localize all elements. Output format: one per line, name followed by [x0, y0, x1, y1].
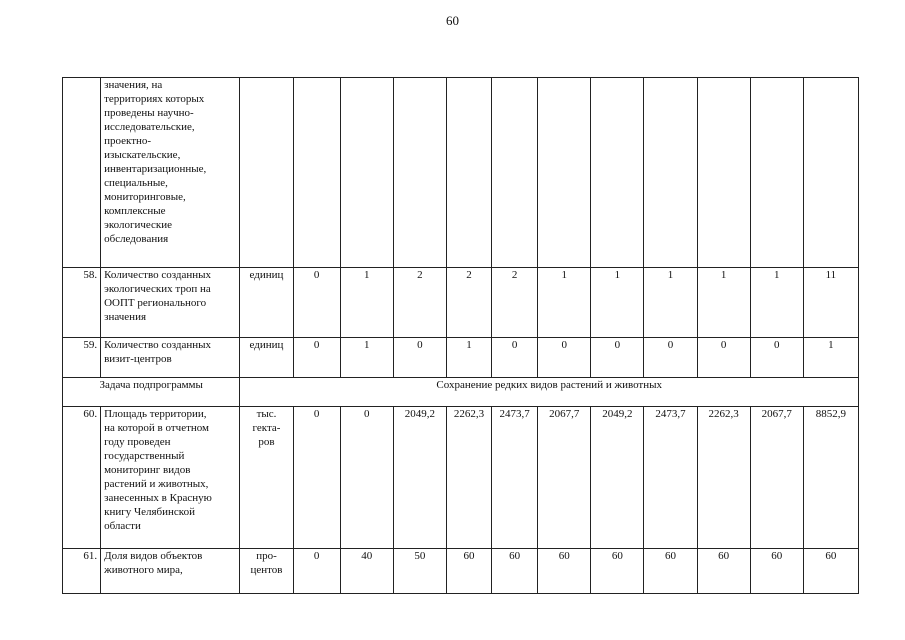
value-cell: 1 [446, 338, 491, 378]
value-cell: 1 [340, 338, 393, 378]
value-cell: 0 [750, 338, 803, 378]
value-cell: 0 [293, 549, 340, 594]
value-cell: 11 [803, 268, 858, 338]
value-cell: 60 [591, 549, 644, 594]
indicator-name-cell: Количество созданных визит-центров [101, 338, 240, 378]
row-number-cell: 58. [63, 268, 101, 338]
value-cell [340, 78, 393, 268]
value-cell [591, 78, 644, 268]
value-cell [697, 78, 750, 268]
indicator-name-cell: Количество созданных экологических троп на ООПТ регионального значения [101, 268, 240, 338]
row-number-cell [63, 78, 101, 268]
value-cell [644, 78, 697, 268]
table-row [63, 268, 859, 338]
value-cell: 2 [446, 268, 491, 338]
row-number-cell: 60. [63, 407, 101, 549]
value-cell [446, 78, 491, 268]
value-cell: 2067,7 [538, 407, 591, 549]
indicator-name-cell: значения, на территориях которых проведены научно- исследовательские, проектно- изыскательские, инвентаризационные, специальные, мониторинговые, комплексные экологические обследования [101, 78, 240, 268]
value-cell [293, 78, 340, 268]
value-cell: 1 [697, 268, 750, 338]
value-cell: 60 [750, 549, 803, 594]
value-cell: 2262,3 [446, 407, 491, 549]
value-cell: 60 [492, 549, 538, 594]
unit-cell: тыс. гекта- ров [240, 407, 293, 549]
value-cell: 2473,7 [492, 407, 538, 549]
value-cell [393, 78, 446, 268]
value-cell: 60 [538, 549, 591, 594]
value-cell: 1 [538, 268, 591, 338]
value-cell: 2262,3 [697, 407, 750, 549]
value-cell: 60 [697, 549, 750, 594]
value-cell: 40 [340, 549, 393, 594]
indicator-name-cell: Площадь территории, на которой в отчетном году проведен государственный мониторинг видов растений и животных, занесенных в Красную книгу Челябинской области [101, 407, 240, 549]
indicator-name-cell: Доля видов объектов животного мира, [101, 549, 240, 594]
task-label-cell: Задача подпрограммы [63, 378, 240, 407]
page-number: 60 [446, 13, 459, 28]
value-cell: 2473,7 [644, 407, 697, 549]
table-row [63, 407, 859, 549]
value-cell: 2049,2 [591, 407, 644, 549]
table-body [63, 78, 859, 594]
table-row [63, 549, 859, 594]
indicators-table [62, 77, 859, 594]
value-cell: 2049,2 [393, 407, 446, 549]
value-cell: 1 [340, 268, 393, 338]
value-cell: 0 [293, 268, 340, 338]
table-row-continuation [63, 78, 859, 268]
value-cell [492, 78, 538, 268]
value-cell: 0 [697, 338, 750, 378]
value-cell: 0 [492, 338, 538, 378]
value-cell: 60 [644, 549, 697, 594]
value-cell: 0 [393, 338, 446, 378]
row-number-cell: 61. [63, 549, 101, 594]
value-cell: 0 [591, 338, 644, 378]
value-cell: 0 [538, 338, 591, 378]
value-cell: 2 [393, 268, 446, 338]
value-cell: 2067,7 [750, 407, 803, 549]
value-cell: 1 [644, 268, 697, 338]
value-cell: 50 [393, 549, 446, 594]
table-row [63, 338, 859, 378]
unit-cell: единиц [240, 338, 293, 378]
unit-cell [240, 78, 293, 268]
value-cell [750, 78, 803, 268]
value-cell [538, 78, 591, 268]
value-cell: 1 [803, 338, 858, 378]
task-text-cell: Сохранение редких видов растений и животных [240, 378, 859, 407]
value-cell: 1 [750, 268, 803, 338]
unit-cell: про- центов [240, 549, 293, 594]
value-cell: 8852,9 [803, 407, 858, 549]
value-cell: 2 [492, 268, 538, 338]
value-cell: 0 [340, 407, 393, 549]
value-cell: 1 [591, 268, 644, 338]
value-cell: 60 [803, 549, 858, 594]
task-row [63, 378, 859, 407]
value-cell: 0 [644, 338, 697, 378]
value-cell: 0 [293, 338, 340, 378]
value-cell [803, 78, 858, 268]
row-number-cell: 59. [63, 338, 101, 378]
unit-cell: единиц [240, 268, 293, 338]
value-cell: 0 [293, 407, 340, 549]
value-cell: 60 [446, 549, 491, 594]
